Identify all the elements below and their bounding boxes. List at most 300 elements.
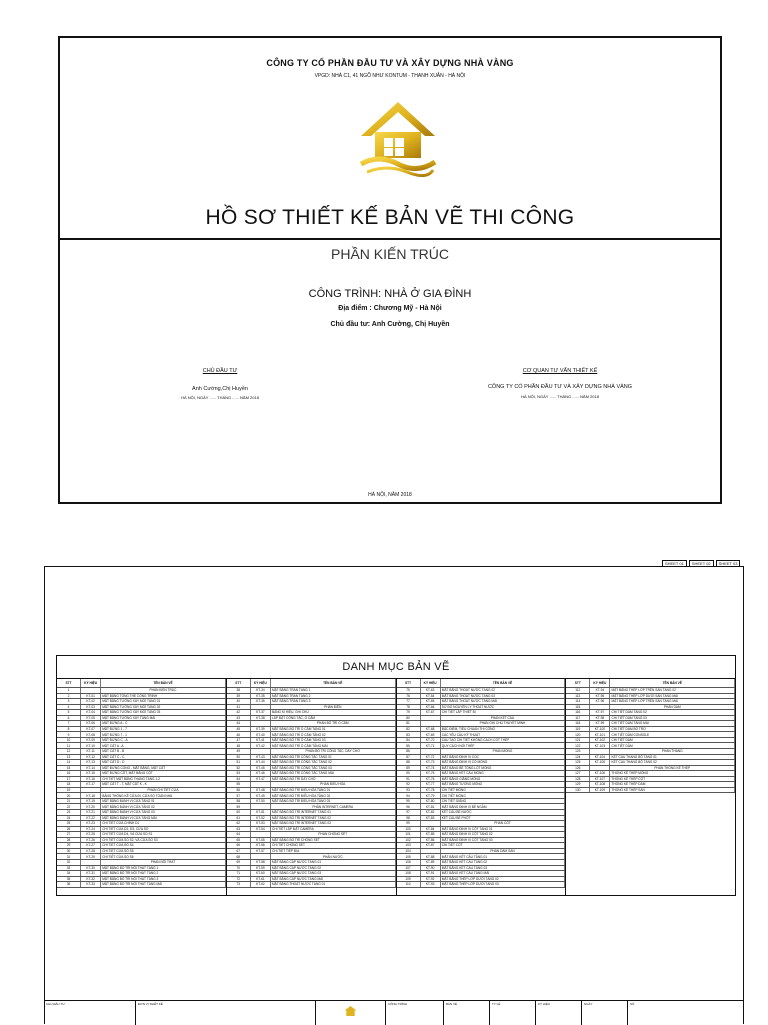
drawing-name: MẶT BẰNG KẾT CẤU TẦNG MÁI — [440, 871, 565, 877]
drawing-code: KT-55 — [250, 837, 270, 843]
house-logo-icon — [345, 1006, 357, 1016]
drawing-name: BẢNG KÍ HIỆU, GHI CHÚ — [270, 710, 395, 716]
row-number: 67 — [227, 848, 251, 854]
drawing-name: MẶT BẰNG ĐỊNH VỊ CỌC — [440, 754, 565, 760]
drawing-code: KT-48 — [250, 787, 270, 793]
row-number: 13 — [57, 754, 81, 760]
row-number: 126 — [566, 765, 590, 771]
drawing-name: CHI TIẾT DẦM CONSOLE — [610, 732, 735, 738]
drawing-code: KT-13 — [81, 760, 101, 766]
row-number: 81 — [397, 721, 421, 727]
drawing-code: KT-104 — [590, 754, 610, 760]
row-number: 55 — [227, 782, 251, 788]
row-number: 34 — [57, 871, 81, 877]
column-header: TÊN BẢN VẼ — [270, 679, 395, 688]
row-number: 76 — [397, 693, 421, 699]
drawing-code: KT-29 — [81, 854, 101, 860]
drawing-code: KT-44 — [250, 760, 270, 766]
row-number: 113 — [566, 693, 590, 699]
drawing-code: KT-88 — [420, 854, 440, 860]
drawing-code: KT-67 — [420, 710, 440, 716]
drawing-name: MẶT BẰNG BỐ TRÍ CHỐNG SÉT — [270, 837, 395, 843]
drawing-name: PHẦN BỐ TRÍ CÔNG TẮC, DÂY CHỜ — [270, 749, 395, 755]
drawing-code: KT-20 — [81, 804, 101, 810]
row-number: 60 — [227, 810, 251, 816]
drawing-code: KT-02 — [81, 699, 101, 705]
table-row — [566, 787, 734, 793]
owner-heading: CHỦ ĐẦU TƯ — [202, 368, 238, 374]
row-number: 61 — [227, 815, 251, 821]
row-number: 105 — [397, 854, 421, 860]
drawing-name: MẶT BẰNG ĐỊNH VỊ CỘT TẦNG 01 — [440, 826, 565, 832]
drawing-name: MẶT BẰNG CẤP NƯỚC TẦNG 03 — [270, 871, 395, 877]
row-number: 9 — [57, 732, 81, 738]
row-number: 10 — [57, 737, 81, 743]
sheet-tab[interactable]: SHEET 03 — [716, 560, 741, 567]
table-row — [227, 882, 395, 888]
company-name: CÔNG TY CỔ PHẦN ĐẦU TƯ VÀ XÂY DỰNG NHÀ VÀNG — [266, 58, 514, 68]
drawing-name: PHẦN GHI CHÚ THUYẾT MINH — [440, 721, 565, 727]
drawing-code: KT-78 — [420, 787, 440, 793]
row-number: 100 — [397, 826, 421, 832]
column-header: TÊN BẢN VẼ — [440, 679, 565, 688]
table-row — [397, 882, 565, 888]
drawing-code: KT-24 — [81, 826, 101, 832]
drawing-name: CHI TIẾT CỬA D4, VÀ CỬA SỔ S1 — [101, 832, 226, 838]
drawing-name: MẶT BẰNG CẤP NƯỚC TẦNG 02 — [270, 865, 395, 871]
drawing-name: BẢNG THỐNG KÊ CỬA ĐI, CỬA SỔ TOÀN NHÀ — [101, 793, 226, 799]
row-number: 119 — [566, 726, 590, 732]
cover-sheet — [58, 36, 722, 504]
row-number: 80 — [397, 715, 421, 721]
table-header-row — [397, 679, 565, 688]
drawing-code: KT-79 — [420, 793, 440, 799]
row-number: 127 — [566, 771, 590, 777]
drawing-code: KT-61 — [250, 876, 270, 882]
drawing-code: KT-30 — [81, 865, 101, 871]
drawing-code: KT-57 — [250, 848, 270, 854]
drawing-code: KT-07 — [81, 726, 101, 732]
row-number: 96 — [397, 804, 421, 810]
drawing-table — [397, 679, 566, 888]
title-block-cell: CHỦ ĐẦU TƯ — [44, 1001, 136, 1025]
drawing-name: MẶT ĐỨNG 1 - 7 — [101, 726, 226, 732]
row-number: 18 — [57, 782, 81, 788]
drawing-code: KT-25 — [81, 832, 101, 838]
drawing-name: KẾT CẤU BỂ PHỐT — [440, 815, 565, 821]
drawing-name: MẶT BẰNG BỐ TRÍ CÔNG TẮC TẦNG MÁI — [270, 771, 395, 777]
drawing-name: PHẦN DẦM SÀN — [440, 848, 565, 854]
row-number: 40 — [227, 699, 251, 705]
drawing-name: MẶT BẰNG TỔNG THỂ CÔNG TRÌNH — [101, 693, 226, 699]
row-number: 39 — [227, 693, 251, 699]
drawing-name: MẶT BẰNG ĐỊNH VỊ CỘT TẦNG 02 — [440, 832, 565, 838]
section-title: PHẦN KIẾN TRÚC — [331, 246, 449, 262]
drawing-name: MẶT BẰNG KẾT CẤU TẦNG 01 — [440, 854, 565, 860]
drawing-code: KT-14 — [81, 765, 101, 771]
drawing-name: MẶT BẰNG KẾT CẤU TẦNG 03 — [440, 865, 565, 871]
drawing-name: PHẦN DẦM — [610, 704, 735, 710]
row-number: 97 — [397, 810, 421, 816]
column-header: KÝ HIỆU — [420, 679, 440, 688]
drawing-code: KT-82 — [420, 810, 440, 816]
drawing-code: KT-01 — [81, 693, 101, 699]
drawing-name: MẶT BẰNG BỐ TRÍ INTERNET TẦNG 01 — [270, 810, 395, 816]
drawing-code: KT-107 — [590, 776, 610, 782]
drawing-name: PHẦN NỘI THẤT — [101, 859, 226, 865]
drawing-code: KT-102 — [590, 737, 610, 743]
row-number: 94 — [397, 793, 421, 799]
row-number: 2 — [57, 693, 81, 699]
row-number: 20 — [57, 793, 81, 799]
row-number: 3 — [57, 699, 81, 705]
consultant-name: CÔNG TY CỔ PHẦN ĐẦU TƯ VÀ XÂY DỰNG NHÀ VÀNG — [487, 384, 633, 390]
row-number: 30 — [57, 848, 81, 854]
row-number: 45 — [227, 726, 251, 732]
drawing-name: CHI TIẾT MÓNG — [440, 787, 565, 793]
row-number: 83 — [397, 732, 421, 738]
drawing-name: CÁC YÊU CẦU KỸ THUẬT — [440, 732, 565, 738]
row-number: 92 — [397, 782, 421, 788]
drawing-name: CHI TIẾT DẦM TẦNG 02 — [610, 710, 735, 716]
row-number: 25 — [57, 821, 81, 827]
row-number: 91 — [397, 776, 421, 782]
row-number: 16 — [57, 771, 81, 777]
drawing-code: KT-04 — [81, 710, 101, 716]
row-number: 115 — [566, 704, 590, 710]
drawing-code: KT-92 — [420, 876, 440, 882]
drawing-name: MẶT BẰNG BỐ TRÍ Ổ CẮM TẦNG MÁI — [270, 743, 395, 749]
drawing-code: KT-05 — [81, 715, 101, 721]
column-header: KÝ HIỆU — [590, 679, 610, 688]
drawing-name: CHI TIẾT CỬA SỔ S5 — [101, 848, 226, 854]
title-block-cell: TỶ LỆ — [490, 1001, 536, 1025]
drawing-name: CHI TIẾT MÓNG — [440, 793, 565, 799]
column-header: TÊN BẢN VẼ — [610, 679, 735, 688]
drawing-name: MẶT BẰNG ĐỊNH VỊ CỘT TẦNG 03 — [440, 837, 565, 843]
drawing-name: MẶT BẰNG BỐ TRÍ ĐIỀU HÒA TẦNG 03 — [270, 798, 395, 804]
drawing-name: MẶT ĐỨNG CỔNG - MẶT BẰNG, MẶT CẮT — [101, 765, 226, 771]
drawing-name: PHẦN THANG — [610, 749, 735, 755]
drawing-name: KẾT CẤU THANG BỘ TẦNG 01 — [610, 754, 735, 760]
drawing-name: MẶT BẰNG CẤP NƯỚC TẦNG 01 — [270, 859, 395, 865]
drawing-code: KT-50 — [250, 798, 270, 804]
row-number: 122 — [566, 743, 590, 749]
row-number: 103 — [397, 843, 421, 849]
drawing-code: KT-77 — [420, 782, 440, 788]
drawing-name: MẶT BẰNG BỐ TRÍ INTERNET TẦNG 03 — [270, 821, 395, 827]
sheet-tab[interactable]: SHEET 01 — [662, 560, 687, 567]
row-number: 124 — [566, 754, 590, 760]
drawing-name: MẶT BẰNG THÉP LỚP DƯỚI TẦNG 02 — [440, 876, 565, 882]
row-number: 38 — [227, 688, 251, 694]
drawing-code: KT-106 — [590, 771, 610, 777]
drawing-name: MẶT BẰNG THOÁT NƯỚC TẦNG 01 — [270, 882, 395, 888]
drawing-name: CHI TIẾT CỬA SỔ S4 — [101, 843, 226, 849]
drawing-name: PHẦN BỐ TRÍ Ổ CẮM — [270, 721, 395, 727]
row-number: 44 — [227, 721, 251, 727]
drawing-code: KT-65 — [420, 699, 440, 705]
drawing-name: MẶT BẰNG TRẦN TẦNG 3 — [270, 699, 395, 705]
drawing-name: MẶT BẰNG TƯỜNG MÓNG — [440, 782, 565, 788]
drawing-code: KT-108 — [590, 782, 610, 788]
drawing-name: MẶT ĐỨNG C - A — [101, 737, 226, 743]
row-number: 99 — [397, 821, 421, 827]
drawing-code: KT-12 — [81, 754, 101, 760]
row-number: 86 — [397, 749, 421, 755]
drawing-name: CHI TIẾT CỘT — [440, 843, 565, 849]
row-number: 69 — [227, 859, 251, 865]
row-number: 87 — [397, 754, 421, 760]
row-number: 36 — [57, 882, 81, 888]
drawing-name: CHI TIẾT CỬA SỔ S6 — [101, 854, 226, 860]
drawing-code: KT-101 — [590, 732, 610, 738]
document-title: HỒ SƠ THIẾT KẾ BẢN VẼ THI CÔNG — [205, 206, 575, 229]
drawing-code: KT-70 — [420, 737, 440, 743]
table-column — [227, 679, 397, 896]
drawing-name: CHI TIẾT DẦM — [610, 737, 735, 743]
row-number: 128 — [566, 776, 590, 782]
drawing-code: KT-09 — [81, 737, 101, 743]
column-header: TÊN BẢN VẼ — [101, 679, 226, 688]
row-number: 85 — [397, 743, 421, 749]
row-number: 12 — [57, 749, 81, 755]
table-column — [57, 679, 227, 896]
drawing-name: MẶT BẰNG BỐ TRÍ INTERNET TẦNG 02 — [270, 815, 395, 821]
drawing-code: KT-69 — [420, 732, 440, 738]
row-number: 21 — [57, 798, 81, 804]
row-number: 1 — [57, 688, 81, 694]
drawing-name: PHẦN KIẾN TRÚC — [101, 688, 226, 694]
sheet-tab[interactable]: SHEET 02 — [689, 560, 714, 567]
consultant-date: HÀ NỘI, NGÀY ...... THÁNG ...... NĂM 2018 — [521, 394, 599, 399]
row-number: 65 — [227, 837, 251, 843]
row-number: 62 — [227, 821, 251, 827]
drawing-name: QUY CÁCH NỐI THÉP — [440, 743, 565, 749]
drawing-code: KT-99 — [590, 721, 610, 727]
drawing-name: CHI TIẾT LẮP THIẾT BỊ — [440, 710, 565, 716]
drawing-name: MẶT BẰNG CẤP NƯỚC TẦNG MÁI — [270, 876, 395, 882]
row-number: 106 — [397, 859, 421, 865]
drawing-code: KT-39 — [250, 726, 270, 732]
row-number: 130 — [566, 787, 590, 793]
drawing-code: KT-23 — [81, 821, 101, 827]
drawing-name: MẶT BẰNG TRẦN TẦNG 1 — [270, 688, 395, 694]
drawing-name: MẶT BẰNG THÉP LỚP DƯỚI SÀN TẦNG MÁI — [610, 693, 735, 699]
owner-date: HÀ NỘI, NGÀY ...... THÁNG ...... NĂM 2018 — [181, 395, 259, 400]
drawing-name: MẶT BẰNG TƯỜNG XÂY MỚI TẦNG 01 — [101, 699, 226, 705]
drawing-code: KT-71 — [420, 743, 440, 749]
drawing-code: KT-60 — [250, 871, 270, 877]
table-header-row — [227, 679, 395, 688]
column-header: STT — [397, 679, 421, 688]
drawing-name: MẶT BẰNG THOÁT NƯỚC TẦNG MÁI — [440, 699, 565, 705]
row-number: 51 — [227, 760, 251, 766]
drawing-code: KT-105 — [590, 760, 610, 766]
drawing-code: KT-03 — [81, 704, 101, 710]
drawing-code: KT-58 — [250, 859, 270, 865]
row-number: 68 — [227, 854, 251, 860]
drawing-name: MẶT BẰNG ĐÁNH VỊ CỬA TẦNG 02 — [101, 804, 226, 810]
table-row — [57, 882, 225, 888]
drawing-name: CHI TIẾT CỬA CHÍNH D1 — [101, 821, 226, 827]
drawing-code: KT-19 — [81, 798, 101, 804]
drawing-name: PHẦN CỘT — [440, 821, 565, 827]
drawing-name: CHI TIẾT GIẰNG — [440, 798, 565, 804]
row-number: 19 — [57, 787, 81, 793]
drawing-code: KT-56 — [250, 843, 270, 849]
owner-name: Anh Cường,Chị Huyền — [192, 386, 248, 392]
row-number: 46 — [227, 732, 251, 738]
drawing-code: KT-100 — [590, 726, 610, 732]
row-number: 35 — [57, 876, 81, 882]
drawing-name: CHI TIẾT CỬA D2, D3, CỬA SỔ — [101, 826, 226, 832]
table-columns — [57, 679, 735, 896]
drawing-name: MẶT BẰNG BỐ TRÍ ĐIỀU HÒA TẦNG 02 — [270, 793, 395, 799]
drawing-table — [227, 679, 396, 888]
drawing-code: KT-16 — [81, 776, 101, 782]
drawing-name: MẶT BẰNG BỐ TRÍ CÔNG TẮC TẦNG 02 — [270, 760, 395, 766]
drawing-name: PHẦN CHI TIẾT CỬA — [101, 787, 226, 793]
column-header: STT — [566, 679, 590, 688]
row-number: 123 — [566, 749, 590, 755]
drawing-name: PHẦN INTERNET, CAMERA — [270, 804, 395, 810]
drawing-name: THỐNG KÊ THÉP SÀN — [610, 787, 735, 793]
drawing-name: MẶT BẰNG BỐ TRÍ Ổ CẮM TẦNG 03 — [270, 737, 395, 743]
drawing-code: KT-96 — [590, 699, 610, 705]
drawing-name: PHẦN KẾT CẤU — [440, 715, 565, 721]
drawing-name: MẶT BẰNG BỐ TRÍ DÂY CHỜ — [270, 776, 395, 782]
row-number: 77 — [397, 699, 421, 705]
row-number: 98 — [397, 815, 421, 821]
row-number: 47 — [227, 737, 251, 743]
drawing-code: KT-53 — [250, 821, 270, 827]
drawing-code: KT-74 — [420, 765, 440, 771]
drawing-name: MẶT BẰNG TƯỜNG XÂY MỚI TẦNG 03 — [101, 710, 226, 716]
drawing-name: CHI TIẾT DẦM BỔ TRỢ — [610, 726, 735, 732]
cover-header — [60, 38, 720, 240]
drawing-code: KT-98 — [590, 715, 610, 721]
row-number: 70 — [227, 865, 251, 871]
drawing-code: KT-17 — [81, 782, 101, 788]
drawing-name: MẶT BẰNG BỐ TRÍ CÔNG TẮC TẦNG 01 — [270, 754, 395, 760]
drawing-name: MẶT CẮT B - B — [101, 749, 226, 755]
column-header: STT — [227, 679, 251, 688]
drawing-table — [566, 679, 735, 793]
drawing-name: CHI TIẾT MẶT BẰNG THANG TẦNG 1-2 — [101, 776, 226, 782]
row-number: 118 — [566, 721, 590, 727]
drawing-name: MẶT BẰNG ĐÁNH VỊ CỬA TẦNG 01 — [101, 798, 226, 804]
row-number: 110 — [397, 882, 421, 888]
drawing-name: MẶT BẰNG ĐÁNH VỊ CỬA TẦNG MÁI — [101, 815, 226, 821]
drawing-name: LẮP ĐẶT CÔNG TẮC, Ổ CẮM — [270, 715, 395, 721]
drawing-code: KT-11 — [81, 749, 101, 755]
drawing-name: THỐNG KÊ THÉP CỘT — [610, 776, 735, 782]
drawing-code: KT-15 — [81, 771, 101, 777]
drawing-name: MẶT ĐỨNG A - C — [101, 721, 226, 727]
drawing-name: MẶT BẰNG BỐ TRÍ Ổ CẮM TẦNG 01 — [270, 726, 395, 732]
row-number: 31 — [57, 854, 81, 860]
drawing-name: CHI TIẾT DẦM TẦNG 03 — [610, 715, 735, 721]
drawing-name: KẾT CẤU THANG BỘ TẦNG 02 — [610, 760, 735, 766]
row-number: 54 — [227, 776, 251, 782]
column-header: KÝ HIỆU — [250, 679, 270, 688]
drawing-code: KT-64 — [420, 693, 440, 699]
row-number: 66 — [227, 843, 251, 849]
drawing-code: KT-90 — [420, 865, 440, 871]
row-number: 84 — [397, 737, 421, 743]
row-number: 41 — [227, 704, 251, 710]
drawing-code: KT-47 — [250, 776, 270, 782]
row-number: 53 — [227, 771, 251, 777]
row-number: 129 — [566, 782, 590, 788]
drawing-name: CHI TIẾT LẮP ĐẶT CAMERA — [270, 826, 395, 832]
drawing-code: KT-18 — [81, 793, 101, 799]
drawing-name: SƠ ĐỒ NGUYÊN LÝ THOÁT NƯỚC — [440, 704, 565, 710]
drawing-name: MẶT BẰNG GIẰNG MÓNG — [440, 776, 565, 782]
drawing-code: KT-42 — [250, 743, 270, 749]
row-number: 121 — [566, 737, 590, 743]
drawing-code: KT-33 — [81, 882, 101, 888]
drawing-code: KT-91 — [420, 871, 440, 877]
drawing-name: MẶT BẰNG BỐ TRÍ CÔNG TẮC TẦNG 03 — [270, 765, 395, 771]
row-number: 48 — [227, 743, 251, 749]
drawing-name: MẶT CẮT D - D — [101, 760, 226, 766]
drawing-code: KT-49 — [250, 793, 270, 799]
project-owner: Chủ đầu tư: Anh Cường, Chị Huyền — [330, 321, 450, 328]
drawing-name: MẶT BẰNG KẾT CẤU TẦNG 02 — [440, 859, 565, 865]
drawing-code: KT-10 — [81, 743, 101, 749]
drawing-name: MẶT CẮT T - T, MẶT CẮT K - K — [101, 782, 226, 788]
drawing-name: MẶT BẰNG BỐ TRÍ NỘI THẤT TẦNG MÁI — [101, 882, 226, 888]
drawing-name: MẶT ĐỨNG 7 - 1 — [101, 732, 226, 738]
drawing-name: MẶT BẰNG TƯỜNG XÂY MỚI TẦNG 02 — [101, 704, 226, 710]
row-number: 64 — [227, 832, 251, 838]
drawing-code: KT-37 — [250, 710, 270, 716]
row-number: 114 — [566, 699, 590, 705]
row-number: 101 — [397, 832, 421, 838]
table-title: DANH MỤC BẢN VẼ — [57, 656, 735, 679]
row-number: 50 — [227, 754, 251, 760]
drawing-name: MẶT BẰNG BỐ TRÍ ĐIỀU HÒA TẦNG 01 — [270, 787, 395, 793]
drawing-table — [57, 679, 226, 888]
row-number: 5 — [57, 710, 81, 716]
row-number: 82 — [397, 726, 421, 732]
row-number: 104 — [397, 848, 421, 854]
drawing-code: KT-85 — [420, 832, 440, 838]
row-number: 17 — [57, 776, 81, 782]
row-number: 14 — [57, 760, 81, 766]
drawing-name: MẶT BẰNG ĐỊNH VỊ BỂ NGẦM — [440, 804, 565, 810]
row-number: 8 — [57, 726, 81, 732]
drawing-code: KT-83 — [420, 815, 440, 821]
drawing-code: KT-54 — [250, 826, 270, 832]
drawing-code: KT-22 — [81, 815, 101, 821]
row-number: 88 — [397, 760, 421, 766]
row-number: 56 — [227, 787, 251, 793]
drawing-name: MẶT BẰNG BỐ TRÍ NỘI THẤT TẦNG 1 — [101, 865, 226, 871]
row-number: 28 — [57, 837, 81, 843]
drawing-name: CHI TIẾT DẦM TẦNG MÁI — [610, 721, 735, 727]
row-number: 125 — [566, 760, 590, 766]
column-header: KÝ HIỆU — [81, 679, 101, 688]
project-name: CÔNG TRÌNH: NHÀ Ở GIA ĐÌNH — [308, 288, 472, 300]
drawing-code: KT-62 — [250, 882, 270, 888]
drawing-code: KT-89 — [420, 859, 440, 865]
row-number: 72 — [227, 876, 251, 882]
drawing-code: KT-73 — [420, 760, 440, 766]
row-number: 63 — [227, 826, 251, 832]
